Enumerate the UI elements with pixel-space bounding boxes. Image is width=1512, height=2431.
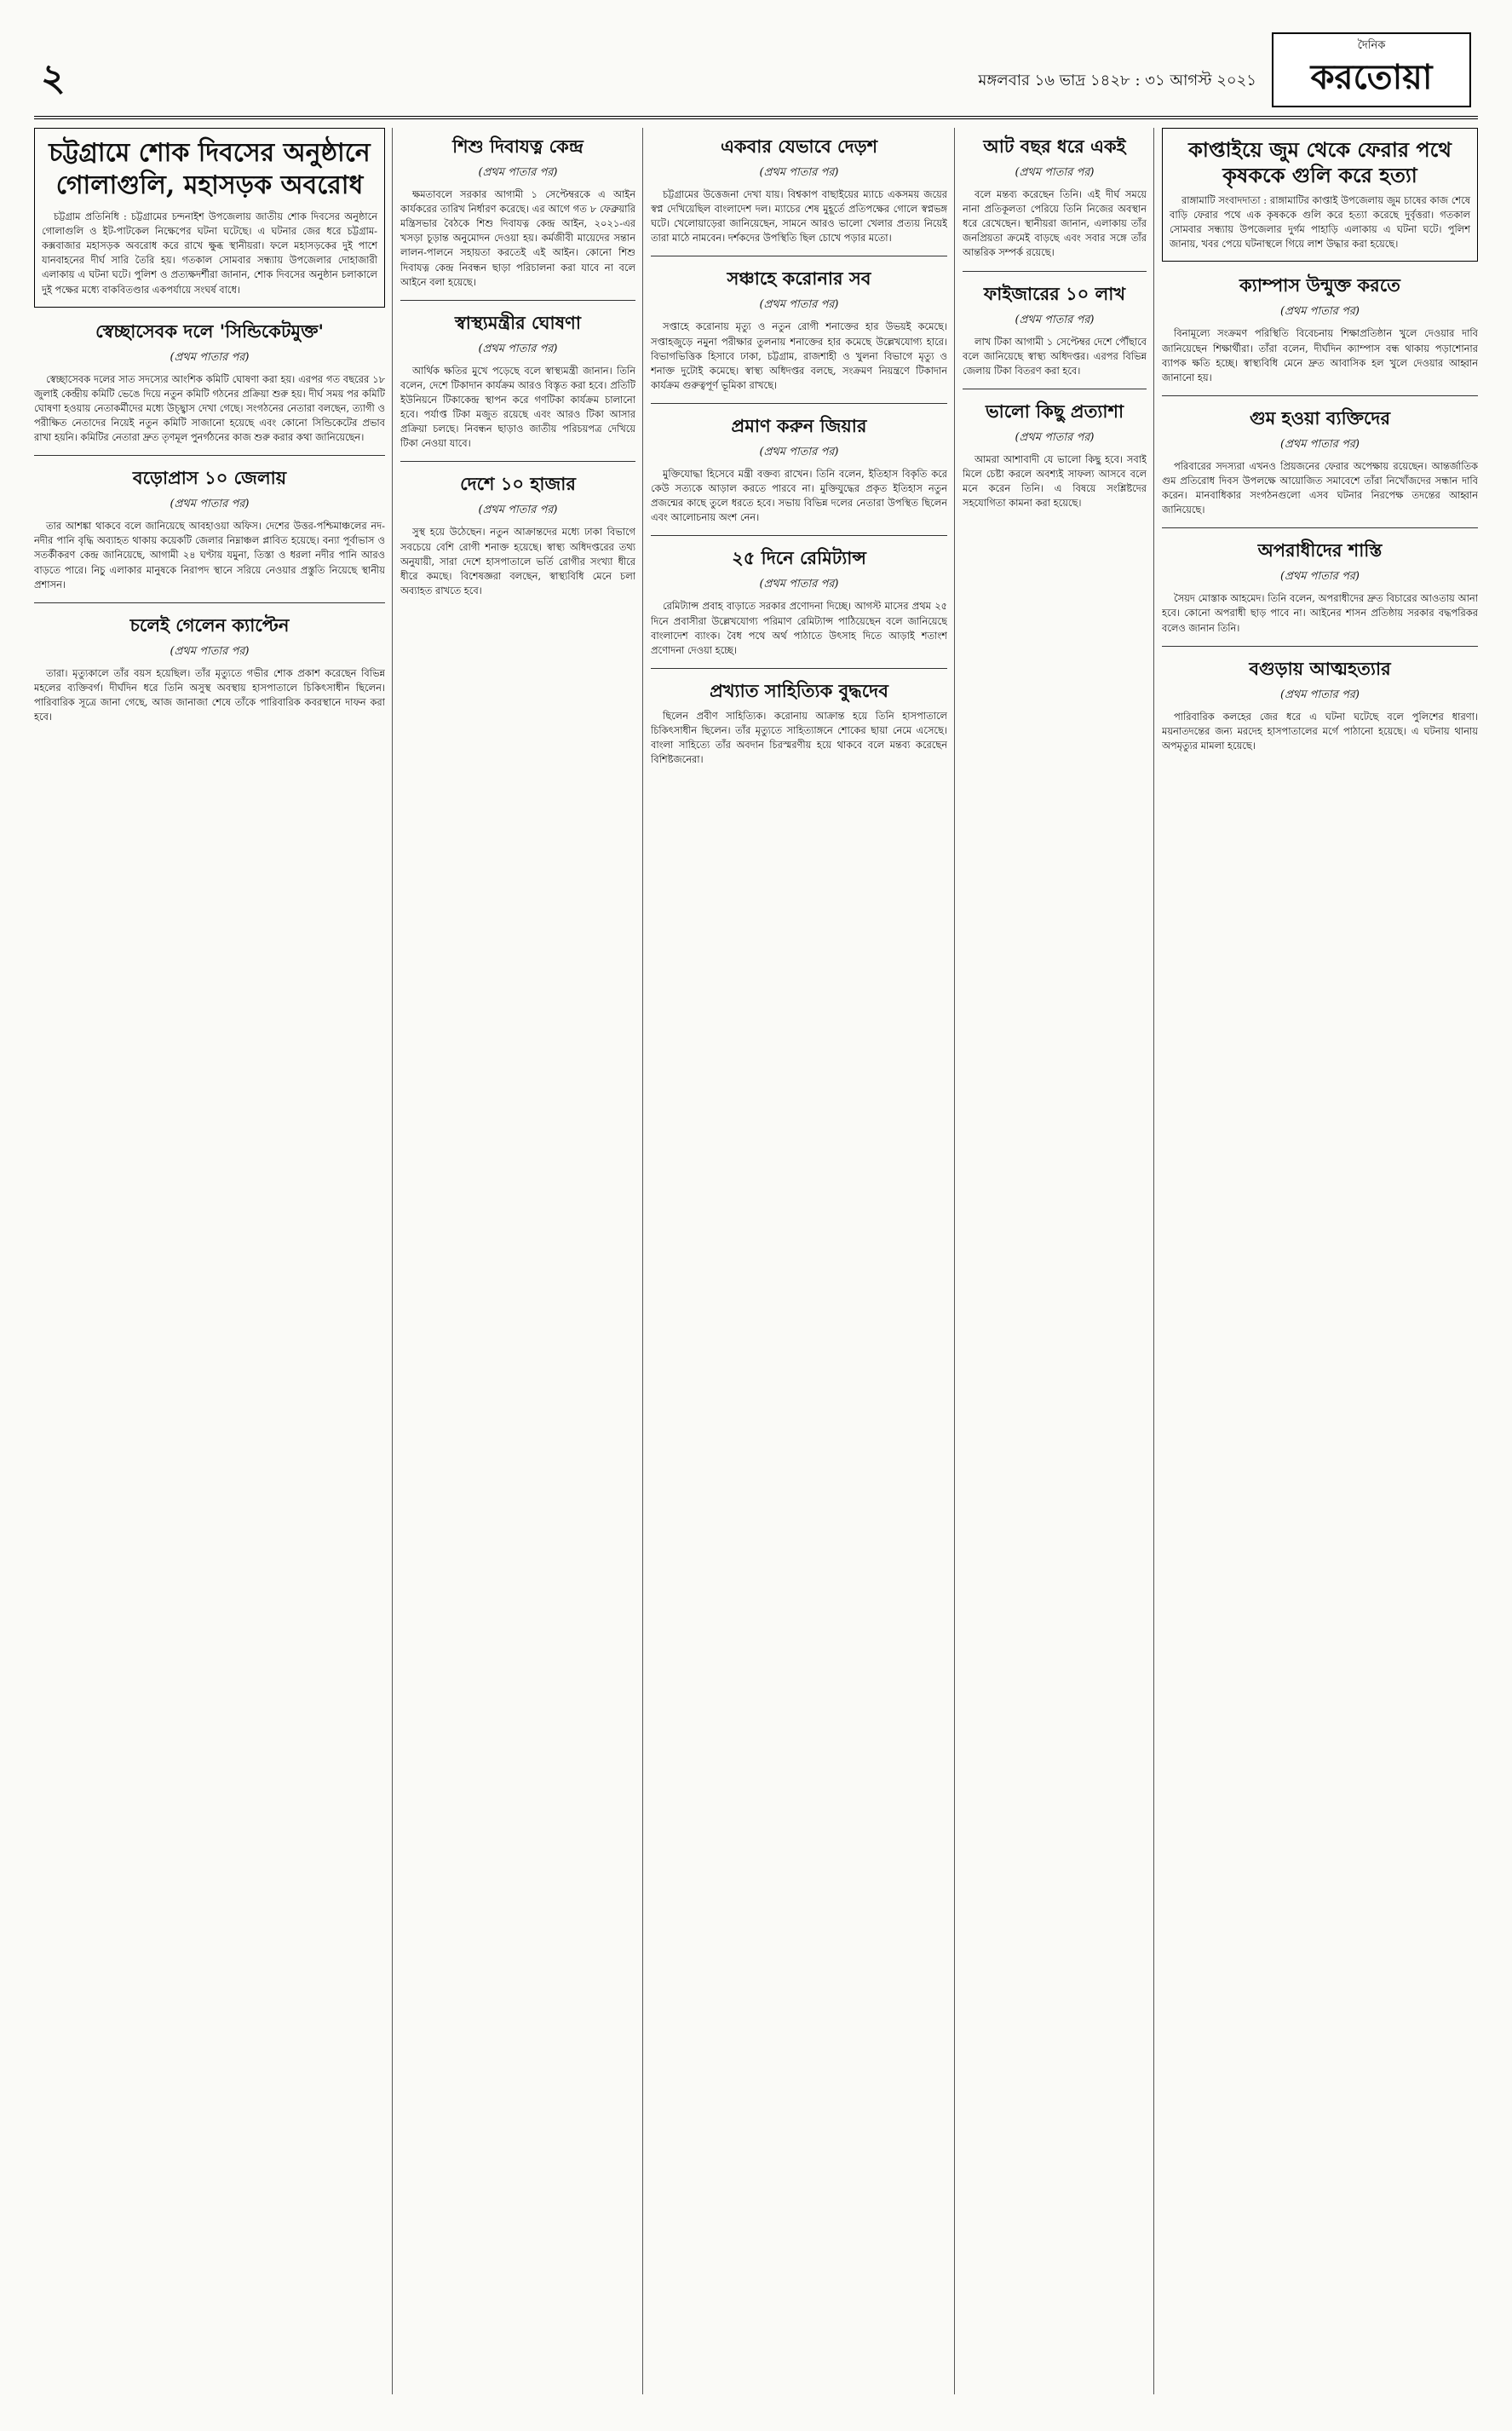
story-daycare-body: [400, 187, 635, 290]
story-campus-text: বিনামূল্যে সংক্রমণ পরিস্থিতি বিবেচনায় শিক্ষাপ্রতিষ্ঠান খুলে দেওয়ার দাবি জানিয়েছেন শিক্ষার্থীরা। তাঁরা বলেন, দীর্ঘদিন ক্যাম্পাস বন্ধ থাকায় পড়াশোনার ব্যাপক ক্ষতি হচ্ছে। স্বাস্থ্যবিধি মেনে দ্রুত আবাসিক হল খুলে দেওয়ার আহ্বান জানানো হয়।: [1162, 327, 1478, 383]
divider: [1162, 527, 1478, 528]
divider: [34, 602, 385, 603]
story-volunteer: [34, 318, 385, 446]
story-ten-thousand-text: সুস্থ হয়ে উঠেছেন। নতুন আক্রান্তদের মধ্যে ঢাকা বিভাগে সবচেয়ে বেশি রোগী শনাক্ত হয়েছে। স্বাস্থ্য অধিদপ্তরের তথ্য অনুযায়ী, সারা দেশে হাসপাতালে ভর্তি রোগীর সংখ্যা ধীরে ধীরে কমছে। বিশেষজ্ঞরা বলছেন, স্বাস্থ্যবিধি মেনে চলা অব্যাহত রাখতে হবে।: [400, 526, 635, 596]
story-health-minister-body: [400, 364, 635, 452]
divider: [651, 535, 947, 536]
date-line: মঙ্গলবার ১৬ ভাদ্র ১৪২৮ : ৩১ আগস্ট ২০২১: [978, 72, 1256, 89]
lead-body: [42, 210, 377, 297]
story-disappeared-jump: (প্রথম পাতার পর): [1280, 437, 1360, 451]
story-captain-jump: (প্রথম পাতার পর): [170, 644, 250, 658]
story-prove-zia-jump: (প্রথম পাতার পর): [759, 445, 839, 458]
story-ten-thousand-jump: (প্রথম পাতার পর): [478, 504, 558, 517]
column-4: [963, 128, 1147, 2394]
story-writer-text: ছিলেন প্রবীণ সাহিত্যিক। করোনায় আক্রান্ত হয়ে তিনি হাসপাতালে চিকিৎসাধীন ছিলেন। তাঁর মৃত্যুতে সাহিত্যাঙ্গনে শোকের ছায়া নেমে এসেছে। বাংলা সাহিত্যে তাঁর অবদান চিরস্মরণীয় হয়ে থাকবে বলে মন্তব্য করেছেন বিশিষ্টজনেরা।: [651, 709, 947, 766]
story-writer-body: [651, 709, 947, 767]
story-weather: [34, 464, 385, 592]
story-disappeared: [1162, 405, 1478, 517]
story-onceupon-text: চট্টগ্রামের উত্তেজনা দেখা যায়। বিশ্বকাপ বাছাইয়ের ম্যাচে একসময় জয়ের স্বপ্ন দেখিয়েছিল বাংলাদেশ দল। ম্যাচের শেষ মুহূর্তে প্রতিপক্ষের গোলে স্বপ্নভঙ্গ ঘটে। খেলোয়াড়েরা জানিয়েছেন, সামনে আরও ভালো খেলার প্রত্যয় নিয়েই তারা মাঠে নামবেন। দর্শকদের উপস্থিতি ছিল চোখে পড়ার মতো।: [651, 188, 947, 245]
story-campus-jump: (প্রথম পাতার পর): [1280, 305, 1360, 319]
story-kaptai-text: রাঙ্গামাটি সংবাদদাতা : রাঙ্গামাটির কাপ্তাই উপজেলায় জুম চাষের কাজ শেষে বাড়ি ফেরার পথে এক কৃষককে গুলি করে হত্যা করেছে দুর্বৃত্তরা। গতকাল সোমবার সন্ধ্যায় উপজেলার দুর্গম পাহাড়ি এলাকায় এ ঘটনা ঘটে। পুলিশ জানায়, খবর পেয়ে ঘটনাস্থলে গিয়ে লাশ উদ্ধার করা হয়েছে।: [1170, 194, 1470, 251]
divider: [1162, 646, 1478, 647]
divider: [34, 455, 385, 456]
lead-headline: চট্টগ্রামে শোক দিবসের অনুষ্ঠানে গোলাগুলি, মহাসড়ক অবরোধ: [49, 138, 371, 200]
story-ten-thousand-body: [400, 525, 635, 598]
story-corona-week-body: [651, 320, 947, 393]
story-weather-jump: (প্রথম পাতার পর): [170, 498, 250, 511]
story-criminals: [1162, 537, 1478, 635]
story-pfizer-headline: ফাইজারের ১০ লাখ: [983, 282, 1126, 304]
story-criminals-text: সৈয়দ মোস্তাক আহমেদ। তিনি বলেন, অপরাধীদের দ্রুত বিচারের আওতায় আনা হবে। কোনো অপরাধী ছাড় পাবে না। আইনের শাসন প্রতিষ্ঠায় সরকার বদ্ধপরিকর বলেও জানান তিনি।: [1162, 592, 1478, 634]
lead-story: [34, 128, 385, 308]
masthead: [34, 24, 1478, 119]
column-rule: [954, 128, 955, 2394]
story-onceupon: [651, 133, 947, 245]
story-kaptai-headline: কাপ্তাইয়ে জুম থেকে ফেরার পথে কৃষককে গুলি করে হত্যা: [1188, 137, 1452, 187]
story-health-minister: [400, 309, 635, 452]
story-weather-text: তার আশঙ্কা থাকবে বলে জানিয়েছে আবহাওয়া অফিস। দেশের উত্তর-পশ্চিমাঞ্চলের নদ-নদীর পানি বৃদ্ধি অব্যাহত থাকায় কয়েকটি জেলার নিম্নাঞ্চল প্লাবিত হয়েছে। বন্যা পূর্বাভাস ও সতর্কীকরণ কেন্দ্র জানিয়েছে, আগামী ২৪ ঘণ্টায় যমুনা, তিস্তা ও ধরলা নদীর পানি আরও বাড়তে পারে। নিচু এলাকার মানুষকে নিরাপদ স্থানে সরিয়ে নেওয়ার প্রস্তুতি নিয়েছে স্থানীয় প্রশাসন।: [34, 520, 385, 590]
story-weather-headline: বড়োপ্রাস ১০ জেলায়: [132, 467, 287, 489]
story-criminals-body: [1162, 591, 1478, 635]
column-rule: [1153, 128, 1154, 2394]
column-2: [400, 128, 635, 2394]
story-daycare-jump: (প্রথম পাতার পর): [478, 166, 558, 179]
story-prove-zia-headline: প্রমাণ করুন জিয়ার: [731, 414, 867, 436]
story-onceupon-jump: (প্রথম পাতার পর): [759, 166, 839, 179]
story-bogura-text: পারিবারিক কলহের জের ধরে এ ঘটনা ঘটেছে বলে পুলিশের ধারণা। ময়নাতদন্তের জন্য মরদেহ হাসপাতালের মর্গে পাঠানো হয়েছে। এ ঘটনায় থানায় অপমৃত্যুর মামলা হয়েছে।: [1162, 710, 1478, 752]
story-good-expectation: [963, 398, 1147, 510]
newspaper-logo: [1272, 32, 1471, 107]
logo-small-text: দৈনিক: [1357, 39, 1386, 52]
story-pfizer: [963, 280, 1147, 378]
divider: [963, 271, 1147, 272]
story-ten-thousand-headline: দেশে ১০ হাজার: [460, 473, 576, 495]
story-health-minister-text: আর্থিক ক্ষতির মুখে পড়েছে বলে স্বাস্থ্যমন্ত্রী জানান। তিনি বলেন, দেশে টিকাদান কার্যক্রম আরও বিস্তৃত করা হবে। প্রতিটি ইউনিয়নে টিকাকেন্দ্র স্থাপন করে গণটিকা কার্যক্রম চালানো হবে। পর্যাপ্ত টিকা মজুত রয়েছে এবং আরও টিকা আসার প্রক্রিয়া চলছে। নিবন্ধন ছাড়াও জাতীয় পরিচয়পত্র দেখিয়ে টিকা নেওয়া যাবে।: [400, 364, 635, 450]
divider: [400, 461, 635, 462]
story-captain-body: [34, 666, 385, 724]
divider: [400, 300, 635, 301]
story-ten-thousand: [400, 470, 635, 598]
story-volunteer-headline: স্বেচ্ছাসেবক দলে 'সিন্ডিকেটমুক্ত': [95, 320, 324, 342]
story-corona-week-text: সপ্তাহে করোনায় মৃত্যু ও নতুন রোগী শনাক্তের হার উভয়ই কমেছে। সপ্তাহজুড়ে নমুনা পরীক্ষার তুলনায় শনাক্তের হার কমেছে উল্লেখযোগ্য হারে। বিভাগভিত্তিক হিসাবে ঢাকা, চট্টগ্রাম, রাজশাহী ও খুলনা বিভাগে মৃত্যু ও শনাক্ত দুটোই কমেছে। স্বাস্থ্য অধিদপ্তর বলছে, সংক্রমণ নিয়ন্ত্রণে টিকাদান কার্যক্রম গুরুত্বপূর্ণ ভূমিকা রাখছে।: [651, 320, 947, 391]
story-campus: [1162, 272, 1478, 384]
story-eight-years: [963, 133, 1147, 261]
story-eight-years-headline: আট বছর ধরে একই: [983, 135, 1126, 157]
story-captain-text: তারা। মৃত্যুকালে তাঁর বয়স হয়েছিল। তাঁর মৃত্যুতে গভীর শোক প্রকাশ করেছেন বিভিন্ন মহলের ব্যক্তিবর্গ। দীর্ঘদিন ধরে তিনি অসুস্থ অবস্থায় হাসপাতালে চিকিৎসাধীন ছিলেন। পারিবারিক সূত্রে জানা গেছে, আজ জানাজা শেষে তাঁকে পারিবারিক কবরস্থানে দাফন করা হবে।: [34, 666, 385, 723]
story-good-expectation-headline: ভালো কিছু প্রত্যাশা: [985, 400, 1124, 422]
divider: [651, 668, 947, 669]
story-weather-body: [34, 519, 385, 592]
column-rule: [392, 128, 393, 2394]
story-remittance: [651, 544, 947, 657]
story-onceupon-body: [651, 187, 947, 245]
story-corona-week: [651, 265, 947, 393]
story-eight-years-jump: (প্রথম পাতার পর): [1015, 166, 1095, 179]
story-corona-week-jump: (প্রথম পাতার পর): [759, 298, 839, 312]
column-1: [34, 128, 385, 2394]
story-kaptai: [1162, 128, 1478, 262]
story-volunteer-text: স্বেচ্ছাসেবক দলের সাত সদস্যের আংশিক কমিটি ঘোষণা করা হয়। এরপর গত বছরের ১৮ জুলাই কেন্দ্রীয় কমিটি ভেঙে দিয়ে নতুন কমিটি গঠনের প্রক্রিয়া শুরু হয়। দীর্ঘ সময় পর কমিটি ঘোষণা হওয়ায় নেতাকর্মীদের মধ্যে উচ্ছ্বাস দেখা গেছে। সংগঠনের নেতারা বলছেন, ত্যাগী ও পরীক্ষিত নেতাদের নিয়েই নতুন কমিটি সাজানো হয়েছে এবং কোনো সিন্ডিকেটের প্রভাব রাখা হয়নি। কমিটির নেতারা দ্রুত তৃণমূল পুনর্গঠনের কাজ শুরু করার কথা জানিয়েছেন।: [34, 372, 385, 444]
divider: [651, 403, 947, 404]
story-remittance-text: রেমিট্যান্স প্রবাহ বাড়াতে সরকার প্রণোদনা দিচ্ছে। আগস্ট মাসের প্রথম ২৫ দিনে প্রবাসীরা উল্লেখযোগ্য পরিমাণ রেমিট্যান্স পাঠিয়েছেন বলে জানিয়েছে বাংলাদেশ ব্যাংক। বৈধ পথে অর্থ পাঠাতে উৎসাহ দিতে আড়াই শতাংশ প্রণোদনা দেওয়া হচ্ছে।: [651, 600, 947, 656]
story-criminals-headline: অপরাধীদের শাস্তি: [1257, 539, 1383, 562]
story-prove-zia: [651, 412, 947, 525]
story-prove-zia-text: মুক্তিযোদ্ধা হিসেবে মন্ত্রী বক্তব্য রাখেন। তিনি বলেন, ইতিহাস বিকৃতি করে কেউ সত্যকে আড়াল করতে পারবে না। মুক্তিযুদ্ধের প্রকৃত ইতিহাস নতুন প্রজন্মের কাছে তুলে ধরতে হবে। সভায় বিভিন্ন দলের নেতারা উপস্থিত ছিলেন এবং আলোচনায় অংশ নেন।: [651, 467, 947, 524]
story-bogura-body: [1162, 710, 1478, 753]
page-number: ২: [41, 56, 66, 100]
story-captain-headline: চলেই গেলেন ক্যাপ্টেন: [129, 614, 290, 636]
divider: [1162, 395, 1478, 396]
story-criminals-jump: (প্রথম পাতার পর): [1280, 570, 1360, 584]
story-onceupon-headline: একবার যেভাবে দেড়শ: [720, 135, 878, 157]
story-eight-years-body: [963, 187, 1147, 261]
story-campus-body: [1162, 326, 1478, 384]
story-writer-headline: প্রখ্যাত সাহিত্যিক বুদ্ধদেব: [710, 679, 888, 701]
column-5: [1162, 128, 1478, 2394]
column-rule: [642, 128, 643, 2394]
story-remittance-headline: ২৫ দিনে রেমিট্যান্স: [732, 547, 866, 569]
story-remittance-body: [651, 599, 947, 657]
story-eight-years-text: বলে মন্তব্য করেছেন তিনি। এই দীর্ঘ সময়ে নানা প্রতিকূলতা পেরিয়ে তিনি নিজের অবস্থান ধরে রেখেছেন। স্থানীয়রা জানান, এলাকায় তাঁর জনপ্রিয়তা ক্রমেই বাড়ছে এবং সবার সঙ্গে তাঁর আন্তরিক সম্পর্ক রয়েছে।: [963, 188, 1147, 259]
story-bogura-jump: (প্রথম পাতার পর): [1280, 688, 1360, 701]
story-remittance-jump: (প্রথম পাতার পর): [759, 578, 839, 591]
story-bogura-headline: বগুড়ায় আত্মহত্যার: [1249, 657, 1391, 679]
story-writer: [651, 677, 947, 767]
story-disappeared-headline: গুম হওয়া ব্যক্তিদের: [1249, 406, 1391, 429]
story-good-expectation-body: [963, 452, 1147, 510]
column-3: [651, 128, 947, 2394]
story-pfizer-text: লাখ টিকা আগামী ১ সেপ্টেম্বর দেশে পৌঁছাবে বলে জানিয়েছে স্বাস্থ্য অধিদপ্তর। এরপর বিভিন্ন জেলায় টিকা বিতরণ করা হবে।: [963, 335, 1147, 377]
story-daycare-headline: শিশু দিবাযত্ন কেন্দ্র: [452, 135, 584, 157]
logo-title: করতোয়া: [1310, 57, 1433, 97]
story-pfizer-body: [963, 335, 1147, 378]
story-corona-week-headline: সঞ্চাহে করোনার সব: [727, 268, 871, 290]
story-volunteer-jump: (প্রথম পাতার পর): [170, 350, 250, 364]
story-prove-zia-body: [651, 467, 947, 525]
story-daycare-text: ক্ষমতাবলে সরকার আগামী ১ সেপ্টেম্বরকে এ আইন কার্যকরের তারিখ নির্ধারণ করেছে। এর আগে গত ৮ ফেব্রুয়ারি মন্ত্রিসভার বৈঠকে শিশু দিবাযত্ন কেন্দ্র আইন, ২০২১-এর খসড়া চূড়ান্ত অনুমোদন দেওয়া হয়। কর্মজীবী মায়েদের সন্তান লালন-পালনে সহায়তা করতেই এই আইন। কোনো শিশু দিবাযত্ন কেন্দ্র নিবন্ধন ছাড়া পরিচালনা করা যাবে না বলে আইনে বলা হয়েছে।: [400, 188, 635, 288]
story-disappeared-text: পরিবারের সদস্যরা এখনও প্রিয়জনের ফেরার অপেক্ষায় রয়েছেন। আন্তর্জাতিক গুম প্রতিরোধ দিবস উপলক্ষে আয়োজিত সমাবেশে তাঁরা নিখোঁজদের সন্ধান দাবি করেন। মানবাধিকার সংগঠনগুলো এসব ঘটনার নিরপেক্ষ তদন্তের আহ্বান জানিয়েছে।: [1162, 459, 1478, 516]
lead-body-text: চট্টগ্রাম প্রতিনিধি : চট্টগ্রামের চন্দনাইশ উপজেলায় জাতীয় শোক দিবসের অনুষ্ঠানে গোলাগুলি ও ইট-পাটকেল নিক্ষেপের ঘটনা ঘটেছে। এ ঘটনার জের ধরে চট্টগ্রাম-কক্সবাজার মহাসড়ক অবরোধ করে রাখে ক্ষুব্ধ স্থানীয়রা। ফলে মহাসড়কের দুই পাশে যানবাহনের দীর্ঘ সারি তৈরি হয়। গতকাল সোমবার সন্ধ্যায় উপজেলার দোহাজারী এলাকায় এ ঘটনা ঘটে। পুলিশ ও প্রত্যক্ষদর্শীরা জানান, শোক দিবসের অনুষ্ঠান চলাকালে দুই পক্ষের মধ্যে বাকবিতণ্ডার একপর্যায়ে সংঘর্ষ বাধে।: [42, 210, 377, 296]
story-daycare: [400, 133, 635, 290]
story-captain: [34, 612, 385, 724]
story-health-minister-headline: স্বাস্থ্যমন্ত্রীর ঘোষণা: [455, 311, 581, 333]
story-campus-headline: ক্যাম্পাস উন্মুক্ত করতে: [1239, 274, 1400, 297]
story-disappeared-body: [1162, 459, 1478, 517]
story-good-expectation-jump: (প্রথম পাতার পর): [1015, 430, 1095, 444]
story-pfizer-jump: (প্রথম পাতার পর): [1015, 313, 1095, 326]
story-volunteer-body: [34, 372, 385, 446]
story-good-expectation-text: আমরা আশাবাদী যে ভালো কিছু হবে। সবাই মিলে চেষ্টা করলে অবশ্যই সাফল্য আসবে বলে মনে করেন তিনি। এ বিষয়ে সংশ্লিষ্টদের সহযোগিতা কামনা করা হয়েছে।: [963, 452, 1147, 510]
story-bogura: [1162, 655, 1478, 753]
story-health-minister-jump: (প্রথম পাতার পর): [478, 342, 558, 355]
story-kaptai-body: [1170, 193, 1470, 251]
